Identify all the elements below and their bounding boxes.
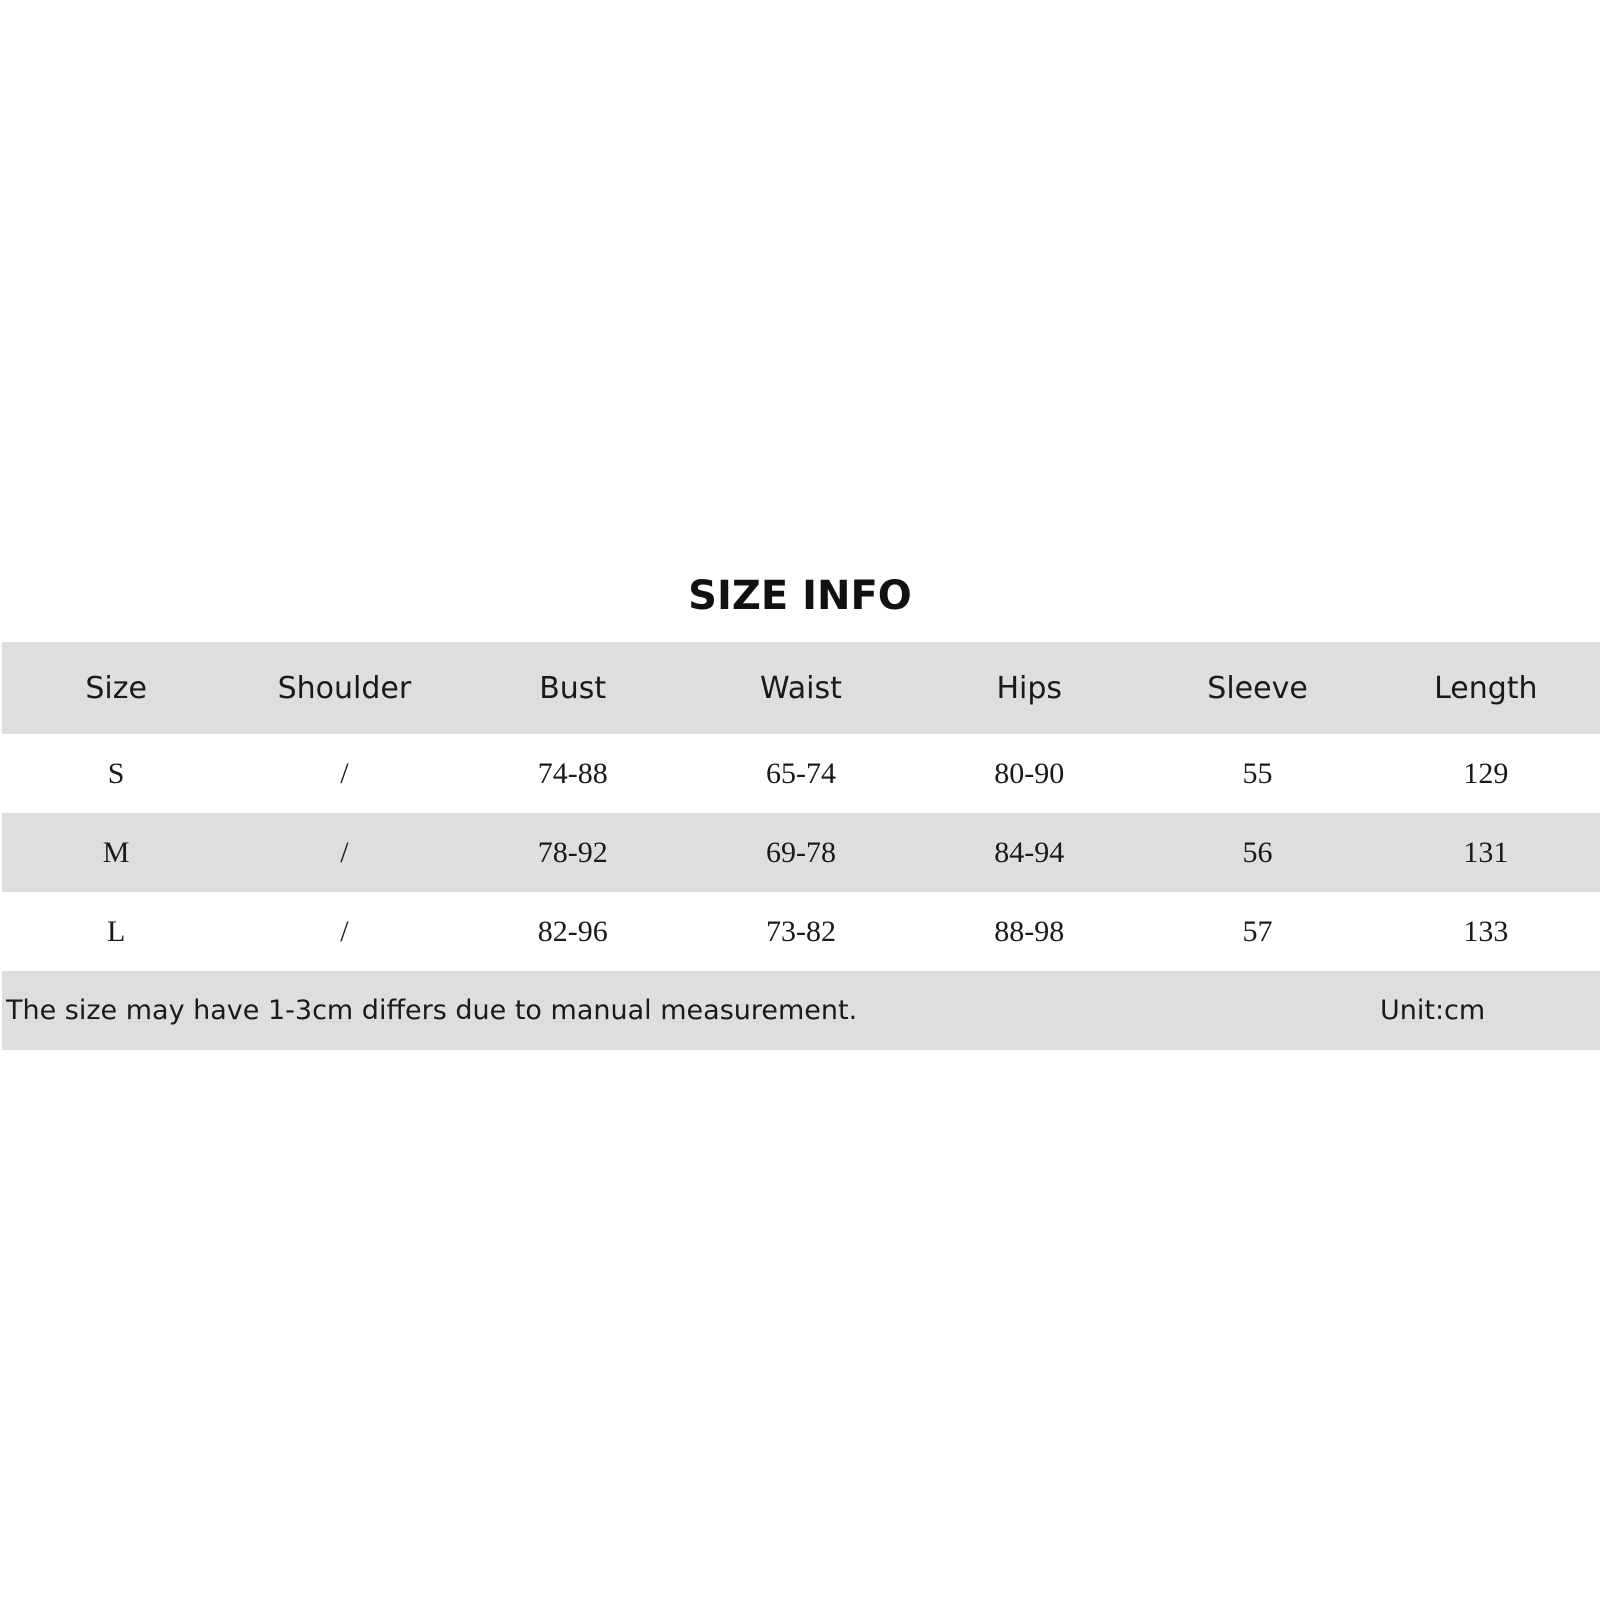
cell-sleeve: 56 bbox=[1242, 835, 1273, 869]
cell-hips: 80-90 bbox=[994, 756, 1065, 790]
unit-label: Unit:cm bbox=[1380, 995, 1486, 1026]
cell-bust: 74-88 bbox=[537, 756, 608, 790]
cell-waist: 73-82 bbox=[765, 914, 836, 948]
header-length: Length bbox=[1434, 670, 1538, 706]
cell-waist: 65-74 bbox=[765, 756, 836, 790]
table-row bbox=[2, 734, 1600, 813]
table-footer bbox=[2, 971, 1600, 1050]
cell-sleeve: 57 bbox=[1242, 914, 1273, 948]
cell-size: L bbox=[106, 914, 126, 948]
cell-hips: 84-94 bbox=[994, 835, 1065, 869]
header-bust: Bust bbox=[539, 670, 607, 706]
cell-hips: 88-98 bbox=[994, 914, 1065, 948]
header-size: Size bbox=[85, 670, 147, 706]
header-waist: Waist bbox=[760, 670, 842, 706]
cell-bust: 78-92 bbox=[537, 835, 608, 869]
cell-length: 131 bbox=[1463, 835, 1509, 869]
cell-shoulder: / bbox=[340, 835, 349, 869]
cell-sleeve: 55 bbox=[1242, 756, 1273, 790]
cell-shoulder: / bbox=[340, 914, 349, 948]
cell-shoulder: / bbox=[340, 756, 349, 790]
header-sleeve: Sleeve bbox=[1207, 670, 1308, 706]
cell-length: 129 bbox=[1463, 756, 1509, 790]
table-row bbox=[2, 813, 1600, 892]
cell-size: S bbox=[107, 756, 125, 790]
table-row bbox=[2, 892, 1600, 971]
header-hips: Hips bbox=[996, 670, 1063, 706]
page-title: SIZE INFO bbox=[688, 573, 912, 619]
cell-length: 133 bbox=[1463, 914, 1509, 948]
table-header-row bbox=[2, 642, 1600, 734]
size-chart-table bbox=[2, 642, 1600, 971]
header-shoulder: Shoulder bbox=[277, 670, 412, 706]
measurement-note: The size may have 1-3cm differs due to manual measurement. bbox=[6, 995, 858, 1026]
cell-waist: 69-78 bbox=[765, 835, 836, 869]
cell-bust: 82-96 bbox=[537, 914, 608, 948]
cell-size: M bbox=[102, 835, 130, 869]
